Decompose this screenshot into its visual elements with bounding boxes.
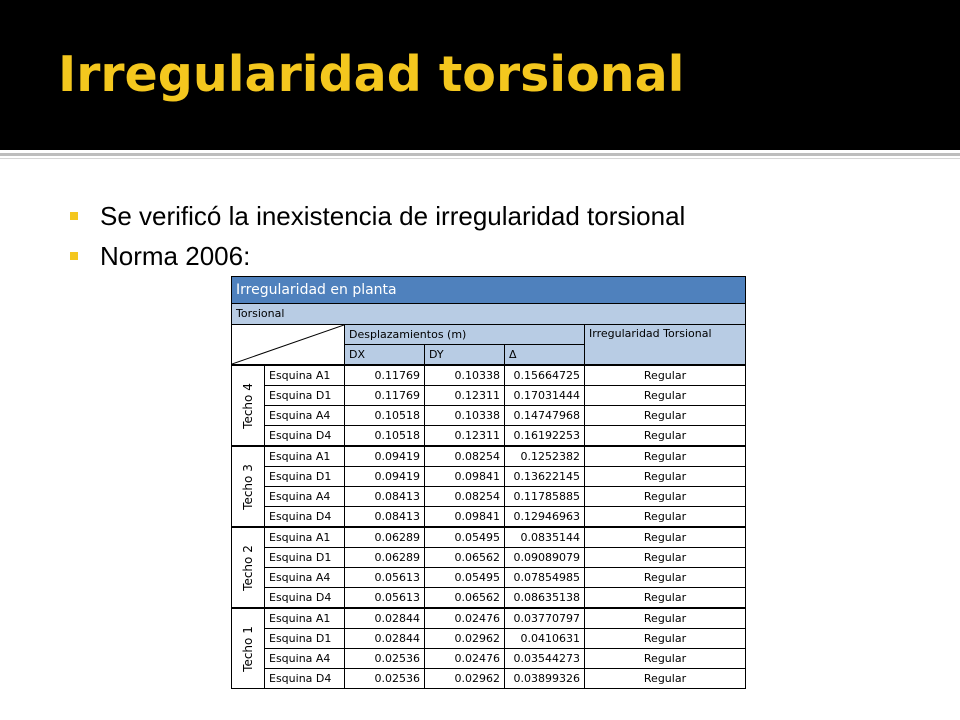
group-label-cell: [232, 608, 265, 689]
delta-cell: 0.14747968: [505, 406, 585, 426]
bullet-item: [64, 236, 685, 276]
title-bar: [0, 0, 960, 150]
bullet-text: Norma 2006:: [100, 241, 251, 271]
corner-cell: Esquina D4: [265, 426, 345, 447]
status-cell: Regular: [585, 608, 746, 629]
bullet-list: [64, 196, 685, 276]
status-cell: Regular: [585, 629, 746, 649]
corner-cell: Esquina A4: [265, 487, 345, 507]
dx-cell: 0.06289: [345, 527, 425, 548]
status-cell: Regular: [585, 487, 746, 507]
dx-cell: 0.11769: [345, 386, 425, 406]
dx-cell: 0.08413: [345, 507, 425, 528]
corner-cell: Esquina A1: [265, 365, 345, 386]
delta-cell: 0.0835144: [505, 527, 585, 548]
dx-cell: 0.02536: [345, 649, 425, 669]
bullet-item: [64, 196, 685, 236]
table-row: [232, 669, 746, 689]
header-dy: DY: [425, 345, 505, 366]
delta-cell: 0.03770797: [505, 608, 585, 629]
table-subtitle: Torsional: [232, 304, 746, 325]
dx-cell: 0.11769: [345, 365, 425, 386]
delta-cell: 0.03544273: [505, 649, 585, 669]
dy-cell: 0.05495: [425, 568, 505, 588]
group-label: Techo 1: [241, 625, 255, 672]
delta-cell: 0.1252382: [505, 446, 585, 467]
corner-cell: Esquina D1: [265, 386, 345, 406]
dy-cell: 0.02962: [425, 669, 505, 689]
diagonal-line-icon: [232, 325, 344, 364]
status-cell: Regular: [585, 669, 746, 689]
title-divider: [0, 153, 960, 156]
status-cell: Regular: [585, 426, 746, 447]
delta-cell: 0.0410631: [505, 629, 585, 649]
table-row: [232, 568, 746, 588]
table-row: [232, 467, 746, 487]
table-row: [232, 629, 746, 649]
table-row: [232, 649, 746, 669]
group-label-cell: [232, 527, 265, 608]
table-row: [232, 386, 746, 406]
status-cell: Regular: [585, 446, 746, 467]
square-bullet-icon: [70, 252, 78, 260]
corner-cell: Esquina D1: [265, 548, 345, 568]
title-divider-thin: [0, 158, 960, 159]
header-irregularity: Irregularidad Torsional: [585, 325, 746, 366]
header-delta: Δ: [505, 345, 585, 366]
bullet-text: Se verificó la inexistencia de irregularidad torsional: [100, 201, 686, 231]
group-label-cell: [232, 446, 265, 527]
status-cell: Regular: [585, 527, 746, 548]
dx-cell: 0.09419: [345, 446, 425, 467]
dx-cell: 0.05613: [345, 568, 425, 588]
status-cell: Regular: [585, 649, 746, 669]
delta-cell: 0.03899326: [505, 669, 585, 689]
delta-cell: 0.17031444: [505, 386, 585, 406]
dx-cell: 0.10518: [345, 426, 425, 447]
table-row: [232, 588, 746, 609]
group-label: Techo 3: [241, 463, 255, 510]
dx-cell: 0.02844: [345, 608, 425, 629]
square-bullet-icon: [70, 212, 78, 220]
table-row: [232, 426, 746, 447]
group-label: Techo 2: [241, 544, 255, 591]
status-cell: Regular: [585, 365, 746, 386]
dy-cell: 0.06562: [425, 548, 505, 568]
delta-cell: 0.15664725: [505, 365, 585, 386]
status-cell: Regular: [585, 568, 746, 588]
dx-cell: 0.10518: [345, 406, 425, 426]
torsional-irregularity-table: [231, 276, 746, 689]
delta-cell: 0.08635138: [505, 588, 585, 609]
table-row: [232, 548, 746, 568]
table-row: [232, 446, 746, 467]
dy-cell: 0.12311: [425, 386, 505, 406]
dy-cell: 0.05495: [425, 527, 505, 548]
header-displacements: Desplazamientos (m): [345, 325, 585, 345]
delta-cell: 0.07854985: [505, 568, 585, 588]
dx-cell: 0.09419: [345, 467, 425, 487]
dy-cell: 0.10338: [425, 365, 505, 386]
corner-cell: Esquina D1: [265, 467, 345, 487]
dy-cell: 0.10338: [425, 406, 505, 426]
delta-cell: 0.12946963: [505, 507, 585, 528]
dy-cell: 0.12311: [425, 426, 505, 447]
dy-cell: 0.08254: [425, 487, 505, 507]
corner-cell: Esquina D4: [265, 669, 345, 689]
status-cell: Regular: [585, 548, 746, 568]
table-row: [232, 527, 746, 548]
delta-cell: 0.13622145: [505, 467, 585, 487]
table-row: [232, 406, 746, 426]
status-cell: Regular: [585, 386, 746, 406]
dy-cell: 0.02962: [425, 629, 505, 649]
delta-cell: 0.11785885: [505, 487, 585, 507]
dy-cell: 0.08254: [425, 446, 505, 467]
status-cell: Regular: [585, 588, 746, 609]
dy-cell: 0.06562: [425, 588, 505, 609]
corner-cell: Esquina A1: [265, 608, 345, 629]
corner-cell: Esquina D4: [265, 588, 345, 609]
table-title: Irregularidad en planta: [232, 277, 746, 304]
delta-cell: 0.16192253: [505, 426, 585, 447]
dx-cell: 0.08413: [345, 487, 425, 507]
header-dx: DX: [345, 345, 425, 366]
dx-cell: 0.06289: [345, 548, 425, 568]
table-row: [232, 487, 746, 507]
corner-cell: Esquina A4: [265, 568, 345, 588]
dy-cell: 0.09841: [425, 467, 505, 487]
dy-cell: 0.02476: [425, 649, 505, 669]
diagonal-header-cell: [232, 325, 345, 366]
corner-cell: Esquina A4: [265, 406, 345, 426]
table-row: [232, 365, 746, 386]
dy-cell: 0.02476: [425, 608, 505, 629]
dx-cell: 0.02536: [345, 669, 425, 689]
corner-cell: Esquina A1: [265, 527, 345, 548]
corner-cell: Esquina D4: [265, 507, 345, 528]
corner-cell: Esquina A1: [265, 446, 345, 467]
status-cell: Regular: [585, 406, 746, 426]
dx-cell: 0.02844: [345, 629, 425, 649]
dy-cell: 0.09841: [425, 507, 505, 528]
table-row: [232, 608, 746, 629]
delta-cell: 0.09089079: [505, 548, 585, 568]
group-label-cell: [232, 365, 265, 446]
corner-cell: Esquina A4: [265, 649, 345, 669]
group-label: Techo 4: [241, 382, 255, 429]
table-row: [232, 507, 746, 528]
status-cell: Regular: [585, 507, 746, 528]
slide-title: Irregularidad torsional: [58, 46, 685, 103]
status-cell: Regular: [585, 467, 746, 487]
dx-cell: 0.05613: [345, 588, 425, 609]
corner-cell: Esquina D1: [265, 629, 345, 649]
